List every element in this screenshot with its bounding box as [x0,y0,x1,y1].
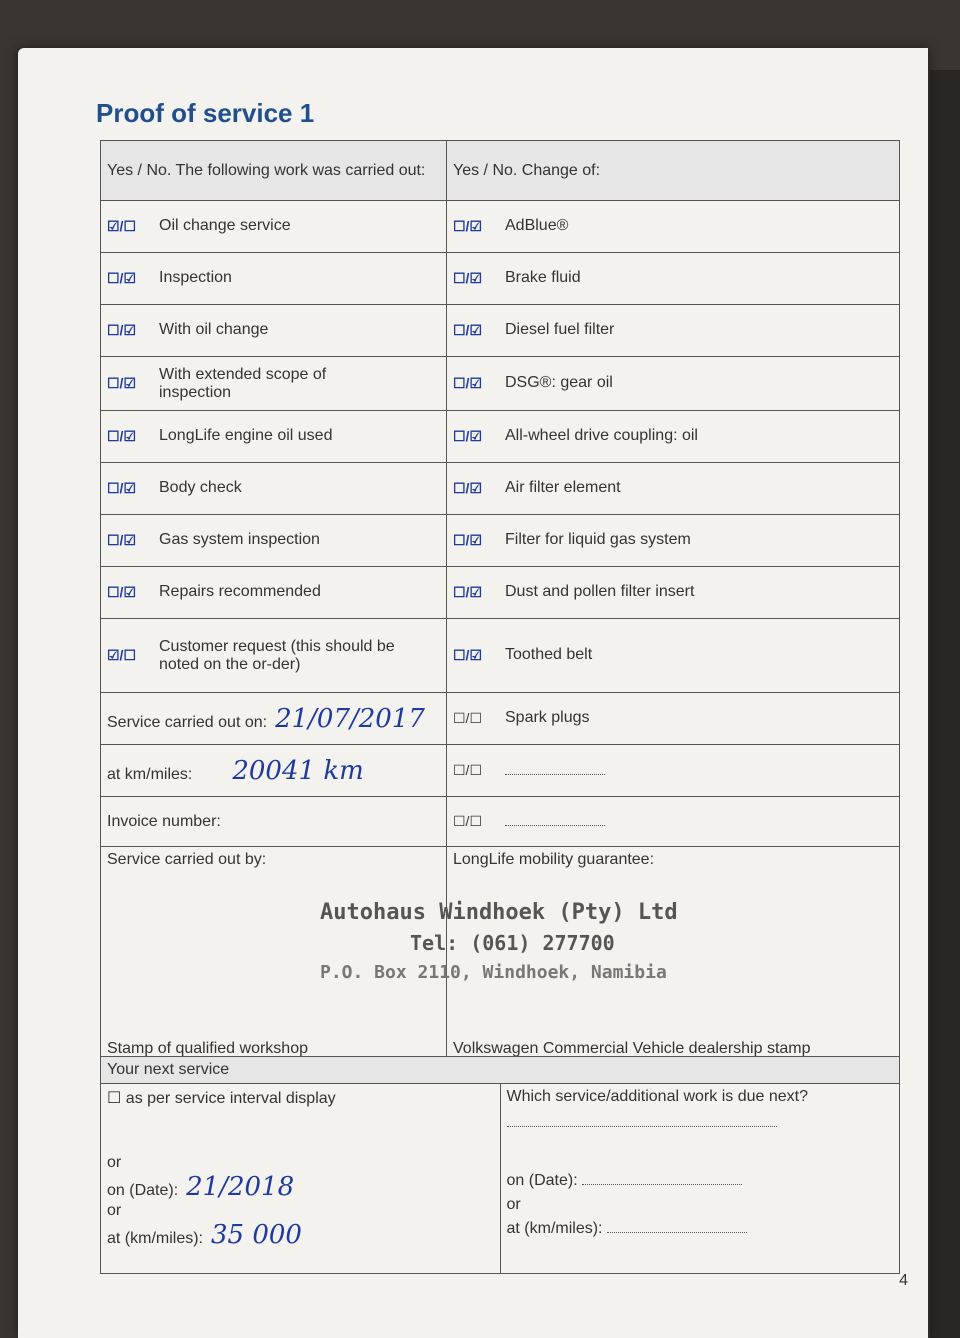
next-km-label: at (km/miles): [107,1230,203,1247]
page-title: Proof of service 1 [96,98,315,128]
or-text: or [107,1202,122,1219]
change-label: Diesel fuel filter [505,321,615,339]
checkbox-yes-no[interactable]: ☐/☑ [107,321,136,338]
checkbox-yes-no[interactable]: ☐/☑ [453,427,482,444]
work-label: Gas system inspection [159,531,320,549]
table-row [101,201,900,253]
stamp-line-3: P.O. Box 2110, Windhoek, Namibia [320,962,667,983]
change-label: All-wheel drive coupling: oil [505,427,698,445]
change-label: Brake fluid [505,269,581,287]
header-left: Yes / No. The following work was carried out: [101,141,447,201]
work-label: Repairs recommended [159,583,321,601]
table-row [101,515,900,567]
checkbox-yes-no[interactable]: ☐/☑ [107,479,136,496]
change-label: Filter for liquid gas system [505,531,691,549]
change-label: Toothed belt [505,646,593,664]
binding-edge [930,70,960,1338]
checkbox-yes-no[interactable]: ☐/☑ [107,427,136,444]
checkbox-yes-no[interactable]: ☐/☑ [453,531,482,548]
blank-line[interactable] [505,813,605,826]
table-row [101,619,900,693]
checkbox-yes-no[interactable]: ☐/☐ [453,812,482,829]
table-row [101,797,900,847]
checkbox-yes-no[interactable]: ☐/☐ [453,761,482,778]
header-right: Yes / No. Change of: [447,141,900,201]
checkbox-yes-no[interactable]: ☐/☑ [453,479,482,496]
checkbox-yes-no[interactable]: ☐/☑ [453,269,482,286]
next-service-heading: Your next service [101,1057,900,1084]
km-value[interactable]: 20041 km [232,755,364,786]
service-date-label: Service carried out on: [107,713,268,731]
work-label: With oil change [159,321,269,339]
invoice-label: Invoice number: [107,812,221,830]
blank-line[interactable] [582,1172,742,1185]
stamp-line-1: Autohaus Windhoek (Pty) Ltd [320,900,678,925]
table-row [101,693,900,745]
table-row [101,745,900,797]
change-label: AdBlue® [505,217,569,235]
next-date-label: on (Date): [107,1182,179,1199]
change-label: Dust and pollen filter insert [505,583,695,601]
work-label: Body check [159,479,242,497]
checkbox-yes-no[interactable]: ☐/☑ [107,583,136,600]
or-text: or [107,1154,122,1171]
checkbox-yes-no[interactable]: ☐/☑ [107,269,136,286]
right-km-label: at (km/miles): [506,1220,603,1237]
checkbox-yes-no[interactable]: ☑/☐ [107,217,136,234]
longlife-label: LongLife mobility guarantee: [453,851,655,868]
change-label: Spark plugs [505,709,590,727]
interval-option[interactable]: ☐ as per service interval display [107,1090,336,1107]
table-row [101,305,900,357]
dealer-stamp [320,898,678,988]
checkbox-yes-no[interactable]: ☐/☑ [453,646,482,663]
stamp-workshop-label: Stamp of qualified workshop [107,1040,308,1057]
work-label: With extended scope of inspection [159,365,327,401]
checkbox-yes-no[interactable]: ☐/☐ [453,709,482,726]
blank-line[interactable] [507,1114,777,1127]
next-km-value[interactable]: 35 000 [211,1220,302,1250]
work-label: LongLife engine oil used [159,427,333,445]
work-label: Oil change service [159,217,291,235]
checkbox-yes-no[interactable]: ☐/☑ [453,583,482,600]
work-label: Inspection [159,269,232,287]
next-service-table [100,1056,900,1274]
table-row [101,357,900,411]
dealer-stamp-label: Volkswagen Commercial Vehicle dealership stamp [453,1040,811,1057]
table-row [101,411,900,463]
km-label: at km/miles: [107,765,193,783]
service-date-value[interactable]: 21/07/2017 [275,703,425,734]
page-number: 4 [899,1272,908,1289]
stamp-line-2: Tel: (061) 277700 [410,931,615,955]
blank-line[interactable] [607,1220,747,1233]
table-row [101,463,900,515]
right-date-label: on (Date): [506,1172,578,1189]
checkbox-yes-no[interactable]: ☑/☐ [107,646,136,663]
table-row [101,253,900,305]
table-row [101,567,900,619]
work-label: Customer request (this should be noted on the or-der) [159,637,395,673]
checkbox-yes-no[interactable]: ☐/☑ [453,217,482,234]
checkbox-yes-no[interactable]: ☐/☑ [107,531,136,548]
carried-by-label: Service carried out by: [107,851,267,868]
next-date-value[interactable]: 21/2018 [186,1172,295,1202]
which-service-label: Which service/additional work is due next? [506,1088,808,1105]
checkbox-yes-no[interactable]: ☐/☑ [107,374,136,391]
change-label: Air filter element [505,479,621,497]
or-text: or [506,1196,521,1213]
change-label: DSG®: gear oil [505,374,613,392]
checkbox-yes-no[interactable]: ☐/☑ [453,374,482,391]
blank-line[interactable] [505,762,605,775]
checkbox-yes-no[interactable]: ☐/☑ [453,321,482,338]
